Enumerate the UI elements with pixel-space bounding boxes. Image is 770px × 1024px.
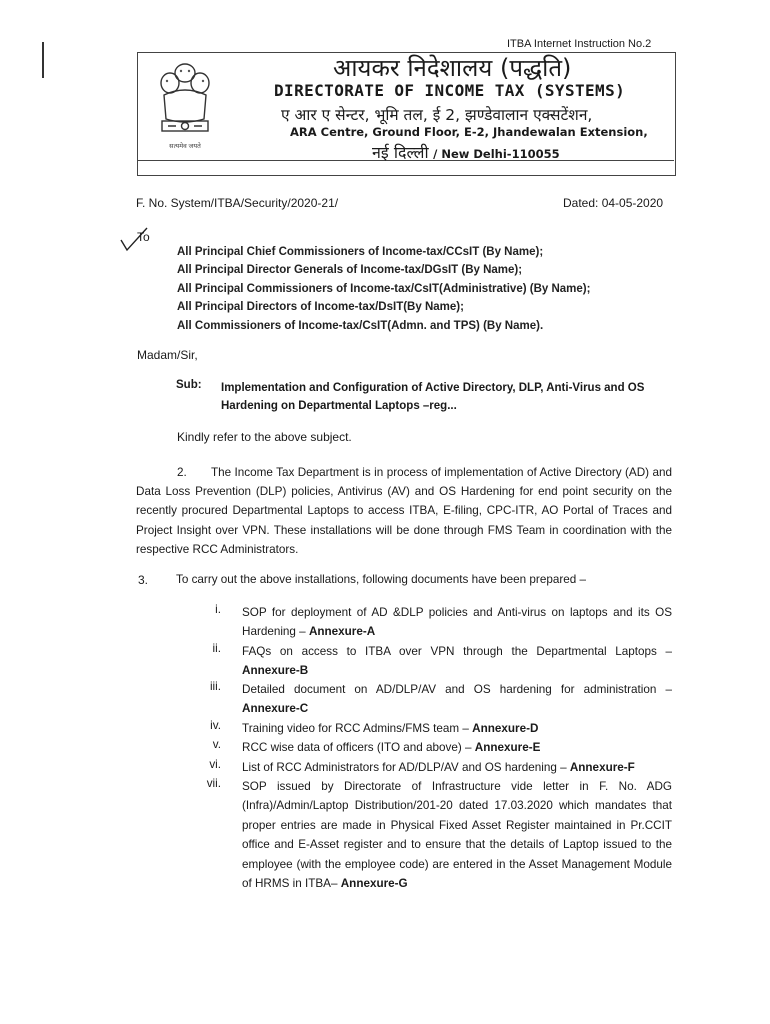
addressee-line: All Principal Directors of Income-tax/DsIT(By Name); — [177, 301, 464, 314]
annexure-tag: Annexure-A — [308, 625, 376, 639]
national-emblem-icon — [150, 55, 220, 155]
addressee-line: All Principal Chief Commissioners of Income-tax/CCsIT (By Name); — [177, 246, 544, 258]
annexure-item: SOP issued by Directorate of Infrastructure vide letter in F. No. ADG (Infra)/Admin/Laptop Distribution/201-20 dated 17.03.2020 which mandates that proper entries are made in Physical Fixed Asset Register maintained in Pr.CCIT office and E-Asset register and to ensure that the details of Laptop issued to the employee (with the employee code) are entered in the Asset Management Module of HRMS in ITBA– Annexure-G — [242, 780, 672, 891]
annexure-number: i. — [215, 603, 221, 616]
annexure-number: vii. — [206, 777, 221, 790]
annexure-tag: Annexure-E — [474, 741, 541, 754]
annexure-item: Training video for RCC Admins/FMS team – Annexure-D — [242, 722, 539, 735]
annexure-item: SOP for deployment of AD &DLP policies and Anti-virus on laptops and its OS Hardening – Annexure-A — [242, 606, 672, 639]
annexure-item: Detailed document on AD/DLP/AV and OS hardening for administration – Annexure-C — [242, 683, 672, 716]
annexure-tag: Annexure-D — [472, 722, 539, 735]
annexure-number: vi. — [209, 758, 221, 771]
paragraph-3-number: 3. — [138, 573, 149, 587]
instruction-reference: ITBA Internet Instruction No.2 — [507, 38, 652, 50]
file-number: F. No. System/ITBA/Security/2020-21/ — [136, 196, 339, 210]
emblem-caption: सत्यमेव जयते — [169, 143, 201, 150]
annexure-tag: Annexure-C — [242, 702, 309, 716]
hindi-address: ए आर ए सेन्टर, भूमि तल, ई 2, झण्डेवालान एक्सटेंशन, — [281, 106, 593, 124]
subject-text: Implementation and Configuration of Active Directory, DLP, Anti-Virus and OS Hardening on Departmental Laptops –reg... — [221, 382, 645, 412]
english-department-title: DIRECTORATE OF INCOME TAX (SYSTEMS) — [274, 81, 626, 100]
annexure-number: ii. — [212, 642, 221, 655]
addressee-line: All Principal Director Generals of Income-tax/DGsIT (By Name); — [177, 264, 523, 277]
english-city: / New Delhi-110055 — [433, 147, 560, 161]
margin-pen-mark — [42, 42, 44, 78]
english-address: ARA Centre, Ground Floor, E-2, Jhandewalan Extension, — [290, 125, 648, 139]
annexure-item: List of RCC Administrators for AD/DLP/AV and OS hardening – Annexure-F — [242, 761, 635, 774]
annexure-number: v. — [212, 738, 221, 751]
hindi-department-title: आयकर निदेशालय (पद्धति) — [333, 54, 572, 82]
reference-line: Kindly refer to the above subject. — [177, 430, 352, 444]
addressee-line: All Principal Commissioners of Income-tax/CsIT(Administrative) (By Name); — [177, 282, 591, 295]
annexure-item: FAQs on access to ITBA over VPN through the Departmental Laptops – Annexure-B — [242, 645, 672, 678]
hindi-city: नई दिल्ली — [372, 143, 429, 162]
annexure-tag: Annexure-B — [242, 664, 309, 678]
annexure-tag: Annexure-G — [340, 877, 408, 891]
letter-date: Dated: 04-05-2020 — [563, 196, 664, 210]
paragraph-3-text: To carry out the above installations, following documents have been prepared – — [176, 573, 586, 586]
paragraph-2-number: 2. — [177, 466, 187, 479]
paragraph-2 — [136, 463, 672, 559]
city-line — [372, 141, 560, 163]
to-label: To — [137, 230, 150, 244]
paragraph-2-text: The Income Tax Department is in process of implementation of Active Directory (AD) and Data Loss Prevention (DLP) policies, Antivirus (AV) and OS Hardening for end point security on the recently procured Departmental Laptops to access ITBA, E-filing, CPC-ITR, AO Portal of Traces and Project Insight over VPN. These installations will be done through FMS Team in coordination with the respective RCC Administrators. — [136, 466, 673, 556]
addressee-list — [177, 243, 590, 335]
addressee-line: All Commissioners of Income-tax/CsIT(Admn. and TPS) (By Name). — [177, 319, 544, 332]
subject-label: Sub: — [176, 379, 202, 391]
annexure-number: iii. — [209, 680, 221, 693]
annexure-tag: Annexure-F — [569, 761, 635, 774]
salutation: Madam/Sir, — [137, 348, 198, 362]
annexure-item: RCC wise data of officers (ITO and above) – Annexure-E — [242, 741, 541, 754]
annexure-number: iv. — [210, 719, 221, 732]
